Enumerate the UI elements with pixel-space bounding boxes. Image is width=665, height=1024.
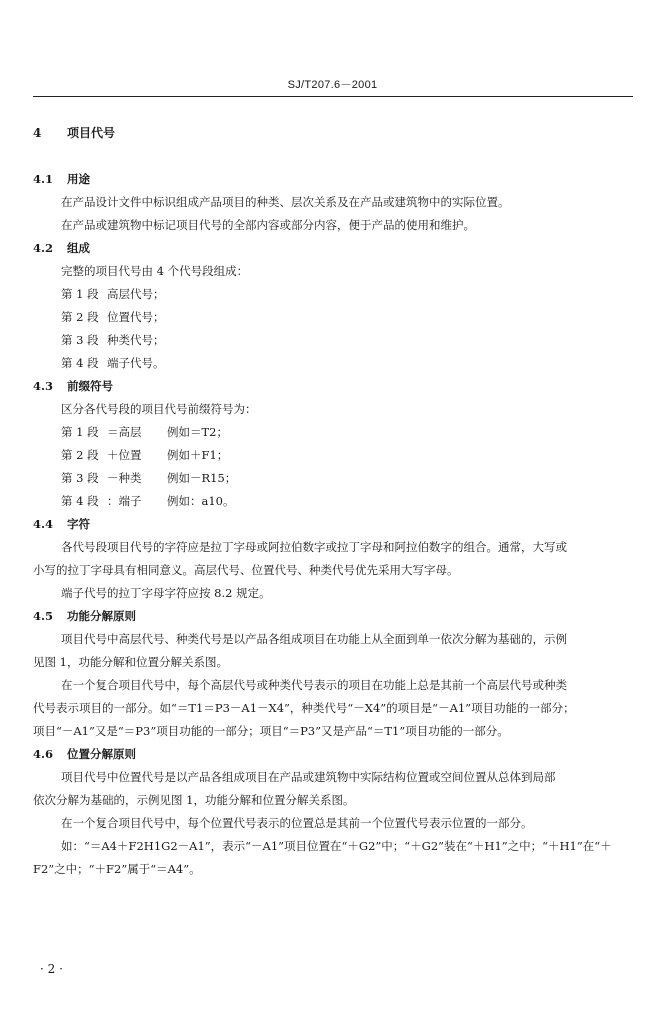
paragraph-line: 代号表示项目的一部分。如“＝T1＝P3－A1－X4”，种类代号“－X4”的项目是“－A1”项目功能的一部分； bbox=[33, 701, 575, 715]
section-title: 字符 bbox=[67, 517, 90, 531]
section-number: 4.1 bbox=[33, 172, 54, 186]
section-title: 用途 bbox=[67, 172, 90, 186]
list-item bbox=[33, 467, 633, 490]
segment-name: 端子代号。 bbox=[107, 356, 165, 370]
section-4-2-heading bbox=[33, 237, 633, 260]
list-item bbox=[33, 306, 633, 329]
example: 例如－R15； bbox=[167, 471, 237, 485]
section-number: 4.5 bbox=[33, 609, 54, 623]
prefix-symbol: ：端子 bbox=[107, 494, 142, 508]
paragraph-line: 在产品设计文件中标识组成产品项目的种类、层次关系及在产品或建筑物中的实际位置。 bbox=[61, 195, 510, 209]
section-4-4-heading bbox=[33, 513, 633, 536]
paragraph-line: 如：“＝A4＋F2H1G2－A1”，表示“－A1”项目位置在“＋G2”中；“＋G2”装在“＋H1”之中；“＋H1”在“＋ bbox=[61, 839, 612, 853]
page-number: · 2 · bbox=[40, 962, 63, 976]
example: 例如＋F1； bbox=[167, 448, 229, 462]
section-4-3-heading bbox=[33, 375, 633, 398]
list-item bbox=[33, 352, 633, 375]
header-rule bbox=[33, 96, 633, 97]
paragraph-line: 项目代号中位置代号是以产品各组成项目在产品或建筑物中实际结构位置或空间位置从总体到局部 bbox=[61, 770, 556, 784]
prefix-symbol: ＋位置 bbox=[107, 448, 142, 462]
list-item bbox=[33, 329, 633, 352]
segment-label: 第 1 段 bbox=[61, 287, 99, 301]
paragraph-line: 区分各代号段的项目代号前缀符号为： bbox=[61, 402, 257, 416]
segment-label: 第 4 段 bbox=[61, 356, 99, 370]
section-title: 项目代号 bbox=[67, 126, 116, 140]
segment-label: 第 4 段 bbox=[61, 494, 99, 508]
section-number: 4.3 bbox=[33, 379, 54, 393]
segment-label: 第 2 段 bbox=[61, 310, 99, 324]
paragraph-line: 在一个复合项目代号中，每个高层代号或种类代号表示的项目在功能上总是其前一个高层代号或种类 bbox=[61, 678, 567, 692]
segment-label: 第 3 段 bbox=[61, 471, 99, 485]
document-body bbox=[33, 122, 633, 881]
segment-label: 第 3 段 bbox=[61, 333, 99, 347]
list-item bbox=[33, 444, 633, 467]
paragraph-line: 小写的拉丁字母具有相同意义。高层代号、位置代号、种类代号优先采用大写字母。 bbox=[33, 563, 459, 577]
section-4-5-heading bbox=[33, 605, 633, 628]
paragraph-line: 在产品或建筑物中标记项目代号的全部内容或部分内容，便于产品的使用和维护。 bbox=[61, 218, 475, 232]
segment-name: 种类代号； bbox=[107, 333, 165, 347]
segment-label: 第 2 段 bbox=[61, 448, 99, 462]
section-4-1-heading bbox=[33, 168, 633, 191]
paragraph-line: 项目“－A1”又是“＝P3”项目功能的一部分；项目“＝P3”又是产品“＝T1”项目功能的一部分。 bbox=[33, 724, 509, 738]
segment-label: 第 1 段 bbox=[61, 425, 99, 439]
list-item bbox=[33, 421, 633, 444]
section-number: 4.2 bbox=[33, 241, 54, 255]
list-item bbox=[33, 490, 633, 513]
list-item bbox=[33, 283, 633, 306]
segment-name: 高层代号； bbox=[107, 287, 165, 301]
paragraph-line: 依次分解为基础的，示例见图 1，功能分解和位置分解关系图。 bbox=[33, 793, 355, 807]
section-number: 4.6 bbox=[33, 747, 54, 761]
paragraph-line: 各代号段项目代号的字符应是拉丁字母或阿拉伯数字或拉丁字母和阿拉伯数字的组合。通常，大写或 bbox=[61, 540, 567, 554]
example: 例如：a10。 bbox=[167, 494, 235, 508]
section-number: 4 bbox=[33, 126, 42, 140]
segment-name: 位置代号； bbox=[107, 310, 165, 324]
section-4-heading bbox=[33, 122, 633, 145]
prefix-symbol: ＝高层 bbox=[107, 425, 142, 439]
page-header: SJ/T207.6－2001 bbox=[287, 79, 378, 91]
paragraph-line: 见图 1，功能分解和位置分解关系图。 bbox=[33, 655, 228, 669]
paragraph-line: F2”之中；“＋F2”属于“＝A4”。 bbox=[33, 862, 201, 876]
section-title: 组成 bbox=[67, 241, 90, 255]
paragraph-line: 完整的项目代号由 4 个代号段组成： bbox=[61, 264, 249, 278]
paragraph-line: 在一个复合项目代号中，每个位置代号表示的位置总是其前一个位置代号表示位置的一部分。 bbox=[61, 816, 533, 830]
section-title: 前缀符号 bbox=[67, 379, 113, 393]
section-title: 功能分解原则 bbox=[67, 609, 136, 623]
prefix-symbol: －种类 bbox=[107, 471, 142, 485]
section-title: 位置分解原则 bbox=[67, 747, 136, 761]
section-number: 4.4 bbox=[33, 517, 54, 531]
paragraph-line: 端子代号的拉丁字母字符应按 8.2 规定。 bbox=[61, 586, 271, 600]
example: 例如＝T2； bbox=[167, 425, 228, 439]
section-4-6-heading bbox=[33, 743, 633, 766]
paragraph-line: 项目代号中高层代号、种类代号是以产品各组成项目在功能上从全面到单一依次分解为基础的，示例 bbox=[61, 632, 567, 646]
